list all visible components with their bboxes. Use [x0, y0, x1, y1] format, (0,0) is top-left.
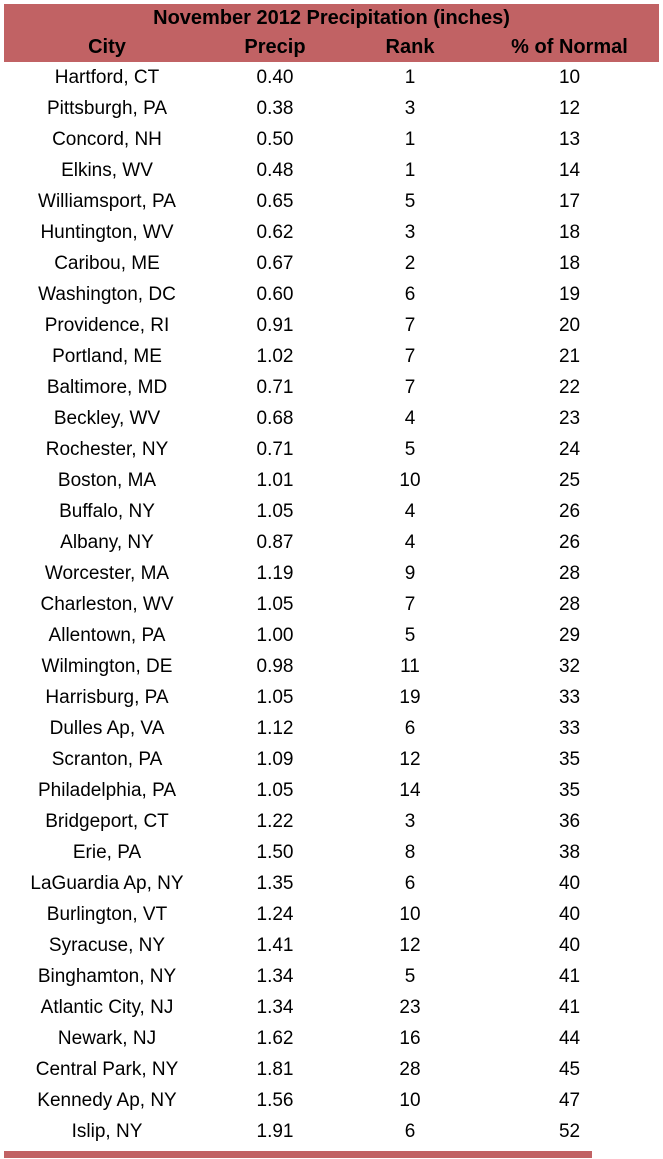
table-row [4, 1085, 659, 1116]
table-header-row [4, 33, 659, 62]
cell-pct-of-normal: 44 [558, 1027, 581, 1049]
table-row [4, 868, 659, 899]
cell-rank: 7 [404, 593, 416, 615]
cell-rank: 10 [399, 903, 421, 925]
table-footer-bar [4, 1151, 592, 1158]
cell-city: Syracuse, NY [48, 934, 166, 956]
cell-rank: 10 [399, 469, 421, 491]
table-body [4, 62, 659, 1147]
cell-precip: 0.87 [256, 531, 294, 553]
cell-precip: 0.67 [256, 252, 294, 274]
cell-city: Atlantic City, NJ [40, 996, 174, 1018]
cell-precip: 0.62 [256, 221, 294, 243]
cell-precip: 1.91 [256, 1120, 294, 1142]
cell-city: Binghamton, NY [37, 965, 177, 987]
table-row [4, 992, 659, 1023]
cell-rank: 2 [404, 252, 416, 274]
cell-city: Central Park, NY [35, 1058, 179, 1080]
cell-pct-of-normal: 33 [558, 686, 581, 708]
table-row [4, 217, 659, 248]
cell-pct-of-normal: 40 [558, 903, 581, 925]
table-row [4, 62, 659, 93]
cell-precip: 1.05 [256, 686, 294, 708]
table-row [4, 930, 659, 961]
table-row [4, 806, 659, 837]
cell-city: Scranton, PA [51, 748, 163, 770]
table-row [4, 1116, 659, 1147]
cell-pct-of-normal: 36 [558, 810, 581, 832]
table-row [4, 620, 659, 651]
cell-city: Allentown, PA [48, 624, 166, 646]
cell-city: Portland, ME [52, 345, 162, 367]
column-header-precip: Precip [210, 33, 340, 62]
cell-precip: 1.81 [256, 1058, 294, 1080]
table-row [4, 589, 659, 620]
cell-rank: 7 [404, 376, 416, 398]
cell-precip: 0.71 [256, 376, 294, 398]
cell-precip: 0.71 [256, 438, 294, 460]
cell-rank: 16 [399, 1027, 421, 1049]
cell-city: Islip, NY [71, 1120, 143, 1142]
cell-rank: 19 [399, 686, 421, 708]
cell-rank: 4 [404, 500, 416, 522]
cell-rank: 6 [404, 872, 416, 894]
cell-precip: 1.56 [256, 1089, 294, 1111]
table-row [4, 310, 659, 341]
cell-rank: 5 [404, 190, 416, 212]
cell-pct-of-normal: 23 [558, 407, 581, 429]
cell-rank: 5 [404, 624, 416, 646]
table-row [4, 465, 659, 496]
cell-precip: 0.98 [256, 655, 294, 677]
cell-city: Hartford, CT [54, 66, 160, 88]
cell-precip: 0.60 [256, 283, 294, 305]
cell-rank: 12 [399, 748, 421, 770]
table-row [4, 372, 659, 403]
cell-precip: 1.22 [256, 810, 294, 832]
cell-pct-of-normal: 33 [558, 717, 581, 739]
cell-city: Kennedy Ap, NY [37, 1089, 177, 1111]
cell-rank: 9 [404, 562, 416, 584]
cell-pct-of-normal: 35 [558, 779, 581, 801]
cell-pct-of-normal: 20 [558, 314, 581, 336]
cell-city: Buffalo, NY [59, 500, 155, 522]
table-title: November 2012 Precipitation (inches) [4, 4, 659, 33]
cell-precip: 1.09 [256, 748, 294, 770]
cell-rank: 3 [404, 97, 416, 119]
cell-city: Dulles Ap, VA [49, 717, 165, 739]
cell-rank: 6 [404, 1120, 416, 1142]
cell-rank: 5 [404, 965, 416, 987]
column-header-city: City [4, 33, 210, 62]
cell-city: Providence, RI [44, 314, 170, 336]
cell-precip: 0.65 [256, 190, 294, 212]
cell-city: Pittsburgh, PA [46, 97, 168, 119]
cell-pct-of-normal: 14 [558, 159, 581, 181]
cell-pct-of-normal: 25 [558, 469, 581, 491]
cell-city: Baltimore, MD [46, 376, 168, 398]
table-row [4, 744, 659, 775]
table-row [4, 1023, 659, 1054]
table-row [4, 682, 659, 713]
cell-precip: 1.05 [256, 500, 294, 522]
cell-pct-of-normal: 18 [558, 252, 581, 274]
table-row [4, 1054, 659, 1085]
table-title-row [4, 4, 659, 33]
table-row [4, 527, 659, 558]
column-header-rank: Rank [340, 33, 480, 62]
cell-rank: 7 [404, 314, 416, 336]
cell-pct-of-normal: 22 [558, 376, 581, 398]
cell-pct-of-normal: 21 [558, 345, 581, 367]
cell-precip: 1.12 [256, 717, 294, 739]
cell-precip: 1.01 [256, 469, 294, 491]
cell-city: Bridgeport, CT [45, 810, 169, 832]
cell-rank: 8 [404, 841, 416, 863]
cell-pct-of-normal: 52 [558, 1120, 581, 1142]
cell-rank: 1 [404, 159, 416, 181]
cell-rank: 4 [404, 531, 416, 553]
cell-rank: 5 [404, 438, 416, 460]
cell-precip: 0.50 [256, 128, 294, 150]
cell-rank: 11 [400, 655, 420, 677]
table-row [4, 155, 659, 186]
cell-precip: 1.34 [256, 996, 294, 1018]
table-row [4, 651, 659, 682]
cell-pct-of-normal: 28 [558, 562, 581, 584]
cell-city: Boston, MA [57, 469, 157, 491]
cell-city: Elkins, WV [61, 159, 153, 181]
cell-city: Concord, NH [52, 128, 162, 150]
cell-precip: 1.62 [256, 1027, 294, 1049]
table-row [4, 899, 659, 930]
cell-city: Beckley, WV [53, 407, 161, 429]
cell-pct-of-normal: 10 [558, 66, 581, 88]
cell-rank: 6 [404, 717, 416, 739]
cell-rank: 7 [404, 345, 416, 367]
cell-rank: 28 [399, 1058, 421, 1080]
cell-rank: 6 [404, 283, 416, 305]
table-row [4, 558, 659, 589]
cell-precip: 1.50 [256, 841, 294, 863]
cell-pct-of-normal: 40 [558, 934, 581, 956]
table-row [4, 341, 659, 372]
cell-city: Williamsport, PA [38, 190, 176, 212]
cell-pct-of-normal: 26 [558, 500, 581, 522]
cell-precip: 1.24 [256, 903, 294, 925]
table-row [4, 124, 659, 155]
cell-pct-of-normal: 24 [558, 438, 581, 460]
cell-precip: 0.38 [256, 97, 294, 119]
cell-city: Newark, NJ [57, 1027, 157, 1049]
table-row [4, 403, 659, 434]
cell-pct-of-normal: 35 [558, 748, 581, 770]
cell-pct-of-normal: 18 [558, 221, 581, 243]
table-row [4, 713, 659, 744]
cell-rank: 1 [404, 128, 416, 150]
table-row [4, 279, 659, 310]
table-row [4, 837, 659, 868]
cell-rank: 1 [404, 66, 416, 88]
cell-city: Erie, PA [72, 841, 142, 863]
cell-pct-of-normal: 32 [558, 655, 581, 677]
cell-city: Wilmington, DE [41, 655, 173, 677]
cell-pct-of-normal: 29 [558, 624, 581, 646]
cell-rank: 10 [399, 1089, 421, 1111]
cell-pct-of-normal: 12 [558, 97, 581, 119]
cell-pct-of-normal: 28 [558, 593, 581, 615]
cell-city: Worcester, MA [44, 562, 170, 584]
cell-precip: 1.41 [256, 934, 294, 956]
table-row [4, 248, 659, 279]
cell-precip: 1.00 [256, 624, 294, 646]
cell-rank: 4 [404, 407, 416, 429]
precipitation-table [4, 4, 659, 1147]
cell-pct-of-normal: 19 [558, 283, 581, 305]
table-row [4, 434, 659, 465]
column-header-pct-of-normal: % of Normal [480, 33, 659, 62]
cell-pct-of-normal: 41 [558, 996, 581, 1018]
cell-precip: 0.68 [256, 407, 294, 429]
cell-city: Rochester, NY [45, 438, 169, 460]
cell-precip: 1.05 [256, 593, 294, 615]
table-row [4, 775, 659, 806]
cell-rank: 14 [399, 779, 421, 801]
cell-precip: 1.35 [256, 872, 294, 894]
cell-city: Albany, NY [60, 531, 154, 553]
cell-rank: 12 [399, 934, 421, 956]
cell-city: LaGuardia Ap, NY [30, 872, 184, 894]
cell-precip: 0.91 [256, 314, 294, 336]
cell-pct-of-normal: 40 [558, 872, 581, 894]
cell-precip: 1.05 [256, 779, 294, 801]
cell-city: Philadelphia, PA [37, 779, 177, 801]
cell-precip: 1.19 [256, 562, 294, 584]
table-row [4, 961, 659, 992]
cell-city: Caribou, ME [54, 252, 160, 274]
cell-city: Burlington, VT [46, 903, 168, 925]
cell-city: Harrisburg, PA [45, 686, 169, 708]
cell-pct-of-normal: 38 [558, 841, 581, 863]
cell-pct-of-normal: 13 [558, 128, 581, 150]
cell-city: Huntington, WV [40, 221, 174, 243]
table-row [4, 186, 659, 217]
cell-precip: 0.48 [256, 159, 294, 181]
cell-pct-of-normal: 26 [558, 531, 581, 553]
table-row [4, 496, 659, 527]
table-row [4, 93, 659, 124]
cell-pct-of-normal: 47 [558, 1089, 581, 1111]
cell-city: Charleston, WV [40, 593, 174, 615]
cell-rank: 3 [404, 810, 416, 832]
cell-precip: 1.02 [256, 345, 294, 367]
cell-precip: 1.34 [256, 965, 294, 987]
cell-rank: 3 [404, 221, 416, 243]
cell-precip: 0.40 [256, 66, 294, 88]
cell-rank: 23 [399, 996, 421, 1018]
cell-pct-of-normal: 17 [558, 190, 581, 212]
cell-pct-of-normal: 45 [558, 1058, 581, 1080]
cell-pct-of-normal: 41 [558, 965, 581, 987]
cell-city: Washington, DC [38, 283, 176, 305]
